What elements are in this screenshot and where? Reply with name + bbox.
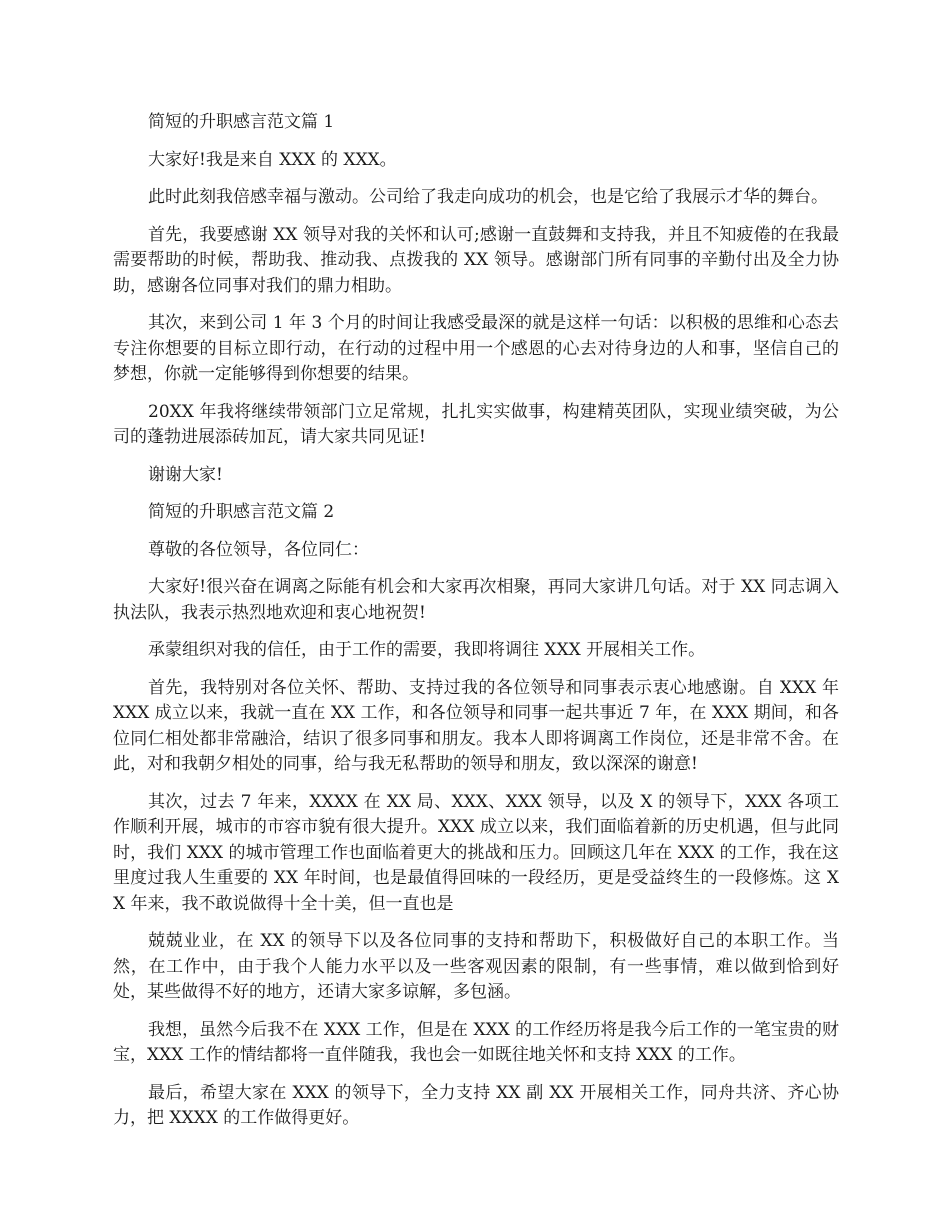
heading-article-2: 简短的升职感言范文篇 2 — [148, 502, 335, 522]
paragraph: 首先，我要感谢 XX 领导对我的关怀和认可;感谢一直鼓舞和支持我，并且不知疲倦的在我最需要帮助的时候，帮助我、推动我、点拨我的 XX 领导。感谢部门所有同事的辛勤付出及全力协助，感谢各位同事对我们的鼎力相助。 — [113, 224, 839, 296]
paragraph: 承蒙组织对我的信任，由于工作的需要，我即将调往 XXX 开展相关工作。 — [148, 640, 706, 660]
heading-article-1: 简短的升职感言范文篇 1 — [148, 112, 335, 132]
paragraph: 兢兢业业，在 XX 的领导下以及各位同事的支持和帮助下，积极做好自己的本职工作。当然，在工作中，由于我个人能力水平以及一些客观因素的限制，有一些事情，难以做到恰到好处，某些做得不好的地方，还请大家多谅解，多包涵。 — [113, 931, 839, 1002]
paragraph: 大家好!很兴奋在调离之际能有机会和大家再次相聚，再同大家讲几句话。对于 XX 同志调入执法队，我表示热烈地欢迎和衷心地祝贺! — [113, 577, 839, 623]
document-page — [113, 110, 839, 1144]
paragraph: 其次，过去 7 年来，XXXX 在 XX 局、XXX、XXX 领导，以及 X 的领导下，XXX 各项工作顺利开展，城市的市容市貌有很大提升。XXX 成立以来，我们面临着新的历史机遇，但与此同时，我们 XXX 的城市管理工作也面临着更大的挑战和压力。回顾这几年在 XXX 的工作，我在这里度过我人生重要的 XX 年时间，也是最值得回味的一段经历，更是受益终生的一段修炼。这 XX 年来，我不敢说做得十全十美，但一直也是 — [113, 791, 839, 914]
paragraph-salutation: 尊敬的各位领导，各位同仁： — [148, 539, 369, 560]
paragraph-greeting: 大家好!我是来自 XXX 的 XXX。 — [148, 149, 397, 170]
paragraph: 20XX 年我将继续带领部门立足常规，扎扎实实做事，构建精英团队，实现业绩突破，为公司的蓬勃进展添砖加瓦，请大家共同见证! — [113, 401, 839, 447]
paragraph: 最后，希望大家在 XXX 的领导下，全力支持 XX 副 XX 开展相关工作，同舟共济、齐心协力，把 XXXX 的工作做得更好。 — [113, 1082, 839, 1128]
paragraph-thanks: 谢谢大家! — [148, 464, 223, 485]
paragraph: 首先，我特别对各位关怀、帮助、支持过我的各位领导和同事表示衷心地感谢。自 XXX 年 XXX 成立以来，我就一直在 XX 工作，和各位领导和同事一起共事近 7 年，在 XXX 期间，和各位同仁相处都非常融洽，结识了很多同事和朋友。我本人即将调离工作岗位，还是非常不舍。在此，对和我朝夕相处的同事，给与我无私帮助的领导和朋友，致以深深的谢意! — [113, 677, 839, 774]
paragraph: 此时此刻我倍感幸福与激动。公司给了我走向成功的机会，也是它给了我展示才华的舞台。 — [148, 187, 828, 207]
paragraph: 其次，来到公司 1 年 3 个月的时间让我感受最深的就是这样一句话：以积极的思维和心态去专注你想要的目标立即行动，在行动的过程中用一个感恩的心去对待身边的人和事，坚信自己的梦想，你就一定能够得到你想要的结果。 — [113, 313, 839, 384]
paragraph: 我想，虽然今后我不在 XXX 工作，但是在 XXX 的工作经历将是我今后工作的一笔宝贵的财宝，XXX 工作的情结都将一直伴随我，我也会一如既往地关怀和支持 XXX 的工作。 — [113, 1019, 839, 1065]
